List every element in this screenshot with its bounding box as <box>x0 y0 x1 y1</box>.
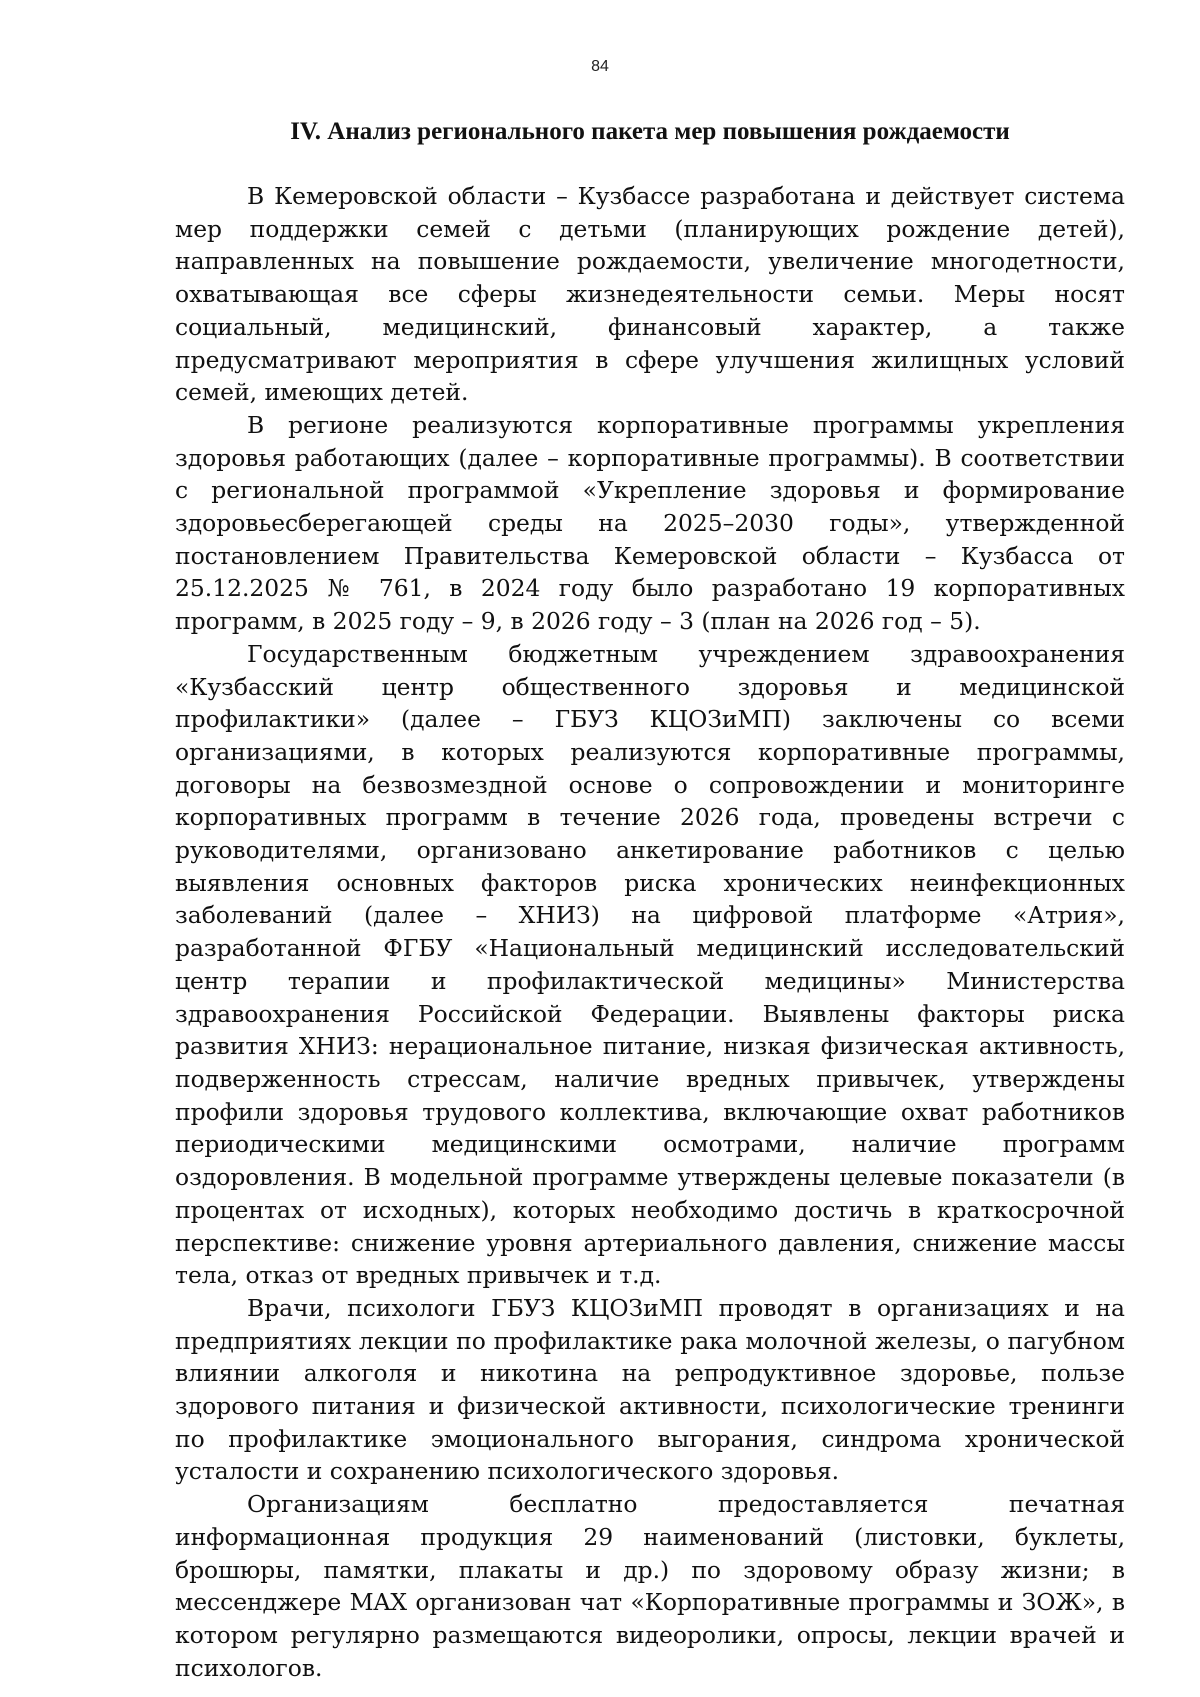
paragraph-corporate-programs: В регионе реализуются корпоративные программы укрепления здоровья работающих (далее – корпоративные программы). В соответствии с региональной программой «Укрепление здоровья и формирование здоровьесберегающей среды на 2025–2030 годы», утвержденной постановлением Правительства Кемеровской области – Кузбасса от 25.12.2025 № 761, в 2024 году было разработано 19 корпоративных программ, в 2025 году – 9, в 2026 году – 3 (план на 2026 год – 5). <box>175 410 1125 636</box>
paragraph-family-support: В Кемеровской области – Кузбассе разработана и действует система мер поддержки семей с детьми (планирующих рождение детей), направленных на повышение рождаемости, увеличение многодетности, охватывающая все сферы жизнедеятельности семьи. Меры носят социальный, медицинский, финансовый характер, а также предусматривают мероприятия в сфере улучшения жилищных условий семей, имеющих детей. <box>175 182 1125 407</box>
paragraph-public-health-center: Государственным бюджетным учреждением здравоохранения «Кузбасский центр общественного здоровья и медицинской профилактики» (далее – ГБУЗ КЦОЗиМП) заключены со всеми организациями, в которых реализуются корпоративные программы, договоры на безвозмездной основе о сопровождении и мониторинге корпоративных программ в течение 2026 года, проведены встречи с руководителями, организовано анкетирование работников с целью выявления основных факторов риска хронических неинфекционных заболеваний (далее – ХНИЗ) на цифровой платформе «Атрия», разработанной ФГБУ «Национальный медицинский исследовательский центр терапии и профилактической медицины» Министерства здравоохранения Российской Федерации. Выявлены факторы риска развития ХНИЗ: нерациональное питание, низкая физическая активность, подверженность стрессам, наличие вредных привычек, утверждены профили здоровья трудового коллектива, включающие охват работников периодическими медицинскими осмотрами, наличие программ оздоровления. В модельной программе утверждены целевые показатели (в процентах от исходных), которых необходимо достичь в краткосрочной перспективе: снижение уровня артериального давления, снижение массы тела, отказ от вредных привычек и т.д. <box>175 639 1125 1290</box>
page-number: 84 <box>591 58 609 75</box>
section-heading: IV. Анализ регионального пакета мер повышения рождаемости <box>290 118 1010 145</box>
paragraph-lectures: Врачи, психологи ГБУЗ КЦОЗиМП проводят в организациях и на предприятиях лекции по профилактике рака молочной железы, о пагубном влиянии алкоголя и никотина на репродуктивное здоровье, пользе здорового питания и физической активности, психологические тренинги по профилактике эмоционального выгорания, синдрома хронической усталости и сохранению психологического здоровья. <box>175 1293 1125 1486</box>
body-text <box>175 180 1125 1684</box>
paragraph-printed-materials: Организациям бесплатно предоставляется печатная информационная продукция 29 наименований (листовки, буклеты, брошюры, памятки, плакаты и др.) по здоровому образу жизни; в мессенджере MAX организован чат «Корпоративные программы и ЗОЖ», в котором регулярно размещаются видеоролики, опросы, лекции врачей и психологов. <box>175 1490 1125 1682</box>
